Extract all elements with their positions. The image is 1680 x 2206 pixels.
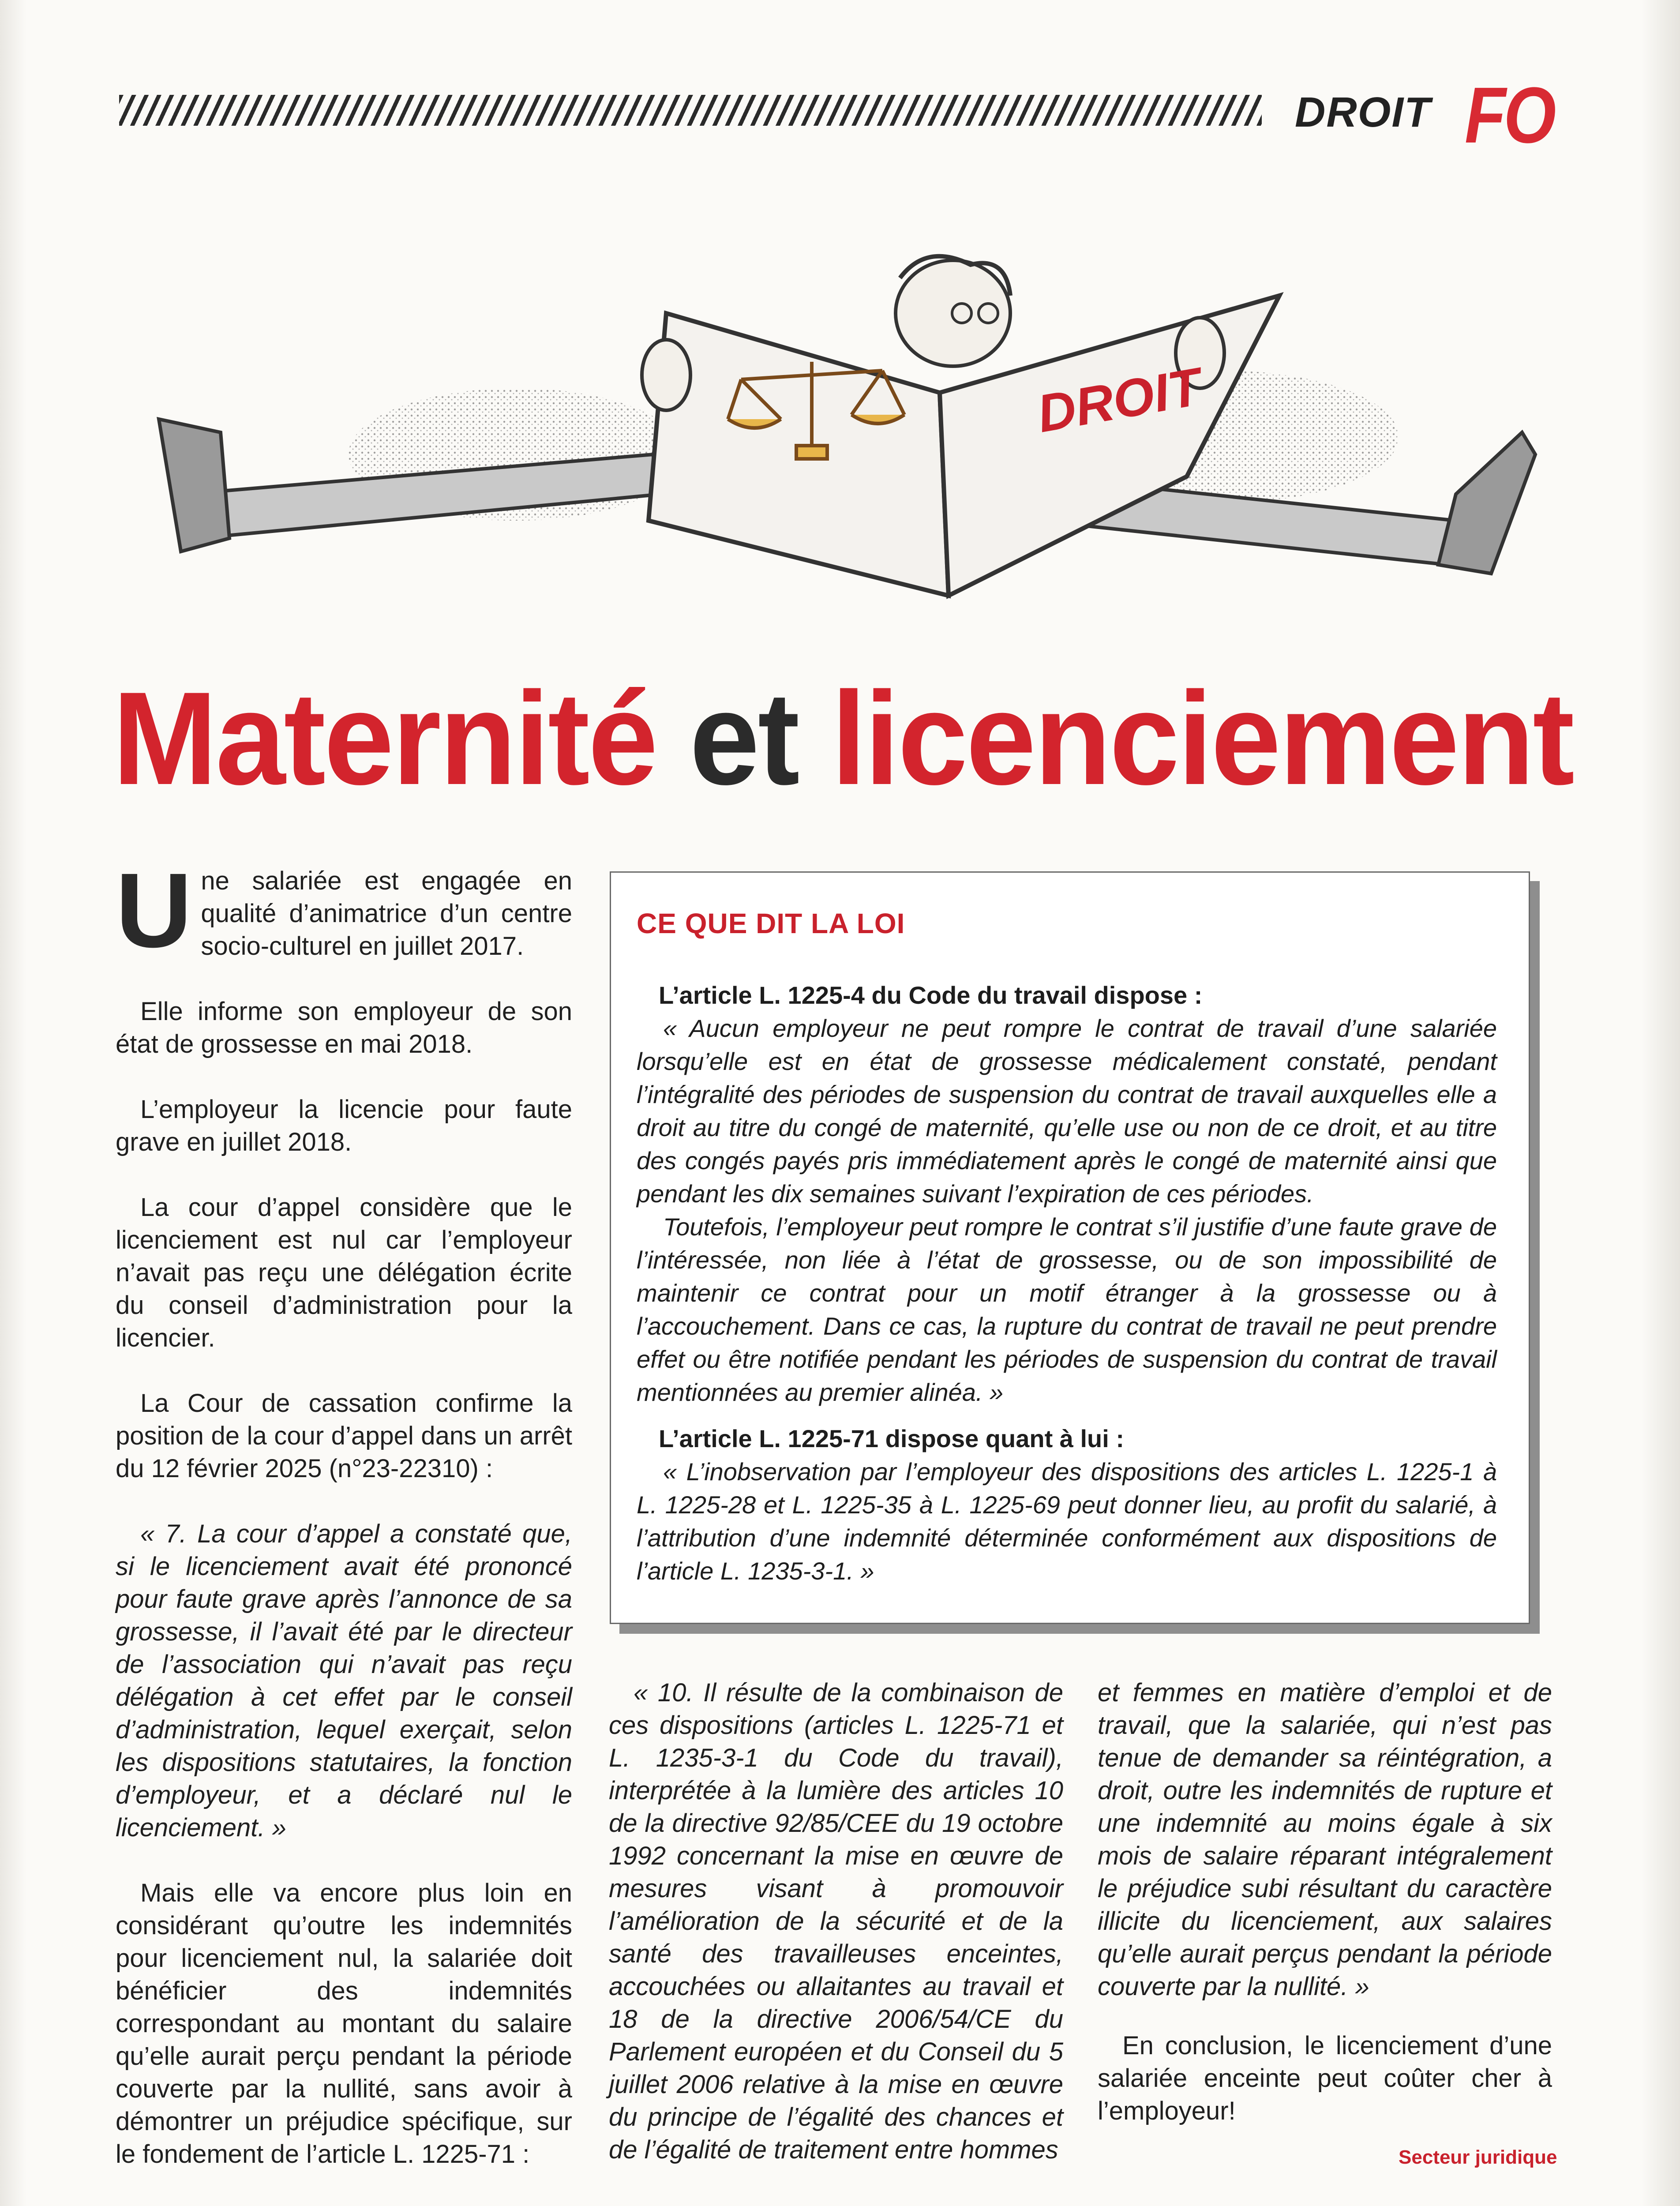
law-quote: « Aucun employeur ne peut rompre le contrat de travail d’une salariée lorsqu’elle est en état de grossesse médicalement constaté, pendant l’intégralité des périodes de suspension du contrat de travail auxquelles elle a droit au titre du congé de maternité, qu’elle use ou non de ce droit, et au titre des congés payés pris immédiatement après le congé de maternité ainsi que pendant les dix semaines suivant l’expiration de ces périodes.: [637, 1014, 1497, 1208]
law-box: [610, 871, 1530, 1624]
quote-paragraph: et femmes en matière d’emploi et de travail, que la salariée, qui n’est pas tenue de demander sa réintégration, a droit, outre les indemnités de rupture et une indemnité au moins égale à six mois de salaire réparant intégralement le préjudice subi résultant du caractère illicite du licenciement, aux salaires qu’elle aurait perçus pendant la période couverte par la nullité. »: [1098, 1678, 1552, 2001]
signature: Secteur juridique: [1399, 2146, 1557, 2168]
book-label: DROIT: [1033, 356, 1206, 444]
law-quote: Toutefois, l’employeur peut rompre le contrat s’il justifie d’une faute grave de l’intéressée, non liée à l’état de grossesse, ou de son impossibilité de maintenir ce contrat pour un motif étranger à la grossesse ou à l’accouchement. Dans ce cas, la rupture du contrat de travail ne peut prendre effet ou être notifiée pendant les périodes de suspension du contrat de travail mentionnées au premier alinéa. »: [637, 1213, 1497, 1406]
quote-paragraph: « 10. Il résulte de la combinaison de ces dispositions (articles L. 1225-71 et L. 1235-3-1 du Code du travail), interprétée à la lumière des articles 10 de la directive 92/85/CEE du 19 octobre 1992 concernant la mise en œuvre de mesures visant à promouvoir l’amélioration de la sécurité et de la santé des travailleuses enceintes, accouchées ou allaitantes au travail et 18 de la directive 2006/54/CE du Parlement européen et du Conseil du 5 juillet 2006 relative à la mise en œuvre du principe de l’égalité des chances et de l’égalité de traitement entre hommes: [609, 1678, 1063, 2164]
law-lead: L’article L. 1225-71 dispose quant à lui :: [659, 1425, 1125, 1452]
title-part-3: licenciement: [831, 664, 1573, 812]
header-hatch: [119, 95, 1262, 126]
fo-logo: FO: [1465, 71, 1554, 160]
law-lead: L’article L. 1225-4 du Code du travail dispose :: [659, 981, 1203, 1009]
article-title: [112, 662, 1573, 814]
paragraph: Mais elle va encore plus loin en considérant qu’outre les indemnités pour licenciement nul, la salariée doit bénéficier des indemnités correspondant au montant du salaire qu’elle aurait perçu pendant la période couverte par la nullité, sans avoir à démontrer un préjudice spécifique, sur le fondement de l’article L. 1225-71 :: [116, 1879, 572, 2168]
paragraph-intro: Une salariée est engagée en qualité d’animatrice d’un centre socio-culturel en juillet 2017.: [116, 851, 572, 969]
title-part-1: Maternité: [112, 664, 656, 812]
middle-column: [609, 1677, 1063, 2193]
quote-paragraph: « 7. La cour d’appel a constaté que, si le licenciement avait été prononcé pour faute grave après l’annonce de sa grossesse, il l’avait été par le directeur de l’association qui n’avait pas reçu délégation à cet effet par le conseil d’administration, lequel exerçait, selon les dispositions statutaires, la fonction d’employeur, et a déclaré nul le licenciement. »: [116, 1519, 572, 1842]
title-part-2: et: [690, 664, 798, 812]
paragraph: L’employeur la licencie pour faute grave en juillet 2018.: [116, 1095, 572, 1156]
left-column: [116, 851, 572, 2203]
law-box-body: [637, 979, 1497, 1587]
paragraph: La cour d’appel considère que le licenciement est nul car l’employeur n’avait pas reçu une délégation écrite du conseil d’administration pour la licencier.: [116, 1193, 572, 1352]
conclusion-paragraph: En conclusion, le licenciement d’une salariée enceinte peut coûter cher à l’employeur!: [1098, 2031, 1552, 2125]
paragraph: La Cour de cassation confirme la position de la cour d’appel dans un arrêt du 12 février 2025 (n°23-22310) :: [116, 1389, 572, 1483]
drop-cap: U: [116, 851, 192, 969]
law-box-title: CE QUE DIT LA LOI: [637, 908, 905, 939]
law-book-illustration: [132, 247, 1571, 618]
paragraph: Elle informe son employeur de son état de grossesse en mai 2018.: [116, 997, 572, 1058]
right-column: [1098, 1677, 1552, 2154]
section-label: DROIT: [1295, 89, 1431, 136]
law-quote: « L’inobservation par l’employeur des dispositions des articles L. 1225-1 à L. 1225-28 et L. 1225-35 à L. 1225-69 peut donner lieu, au profit du salarié, à l’attribution d’une indemnité déterminée conformément aux dispositions de l’article L. 1235-3-1. »: [637, 1458, 1497, 1585]
